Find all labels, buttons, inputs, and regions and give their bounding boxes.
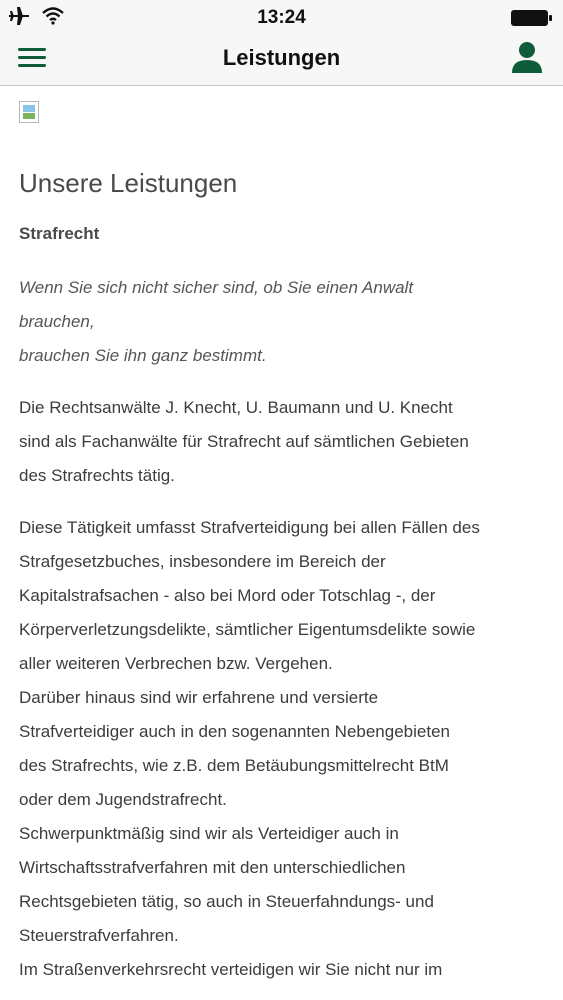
paragraph-1 <box>19 391 544 493</box>
paragraph-line: des Strafrechts, wie z.B. dem Betäubungsmittelrecht BtM <box>19 756 449 775</box>
user-icon <box>511 61 543 78</box>
battery-icon <box>511 9 553 32</box>
paragraph-line: Im Straßenverkehrsrecht verteidigen wir Sie nicht nur im <box>19 960 443 979</box>
paragraph-line: Steuerstrafverfahren. <box>19 926 179 945</box>
paragraph-line: Körperverletzungsdelikte, sämtlicher Eigentumsdelikte sowie <box>19 620 476 639</box>
paragraph-line: Diese Tätigkeit umfasst Strafverteidigung bei allen Fällen des <box>19 518 480 537</box>
status-bar <box>0 0 563 36</box>
quote-text <box>19 271 544 373</box>
paragraph-line: sind als Fachanwälte für Strafrecht auf sämtlichen Gebieten <box>19 432 469 451</box>
paragraph-line: aller weiteren Verbrechen bzw. Vergehen. <box>19 654 333 673</box>
page-content <box>19 101 544 987</box>
status-time: 13:24 <box>257 7 306 28</box>
paragraph-line: Strafgesetzbuches, insbesondere im Bereich der <box>19 552 386 571</box>
content-heading: Unsere Leistungen <box>19 168 238 198</box>
paragraph-line: Strafverteidiger auch in den sogenannten Nebengebieten <box>19 722 450 741</box>
user-button[interactable] <box>511 40 545 76</box>
paragraph-line: Darüber hinaus sind wir erfahrene und versierte <box>19 688 379 707</box>
paragraph-line: Wirtschaftsstrafverfahren mit den unterschiedlichen <box>19 858 406 877</box>
paragraph-2 <box>19 511 544 987</box>
broken-image-icon <box>19 101 39 123</box>
paragraph-line: Schwerpunktmäßig sind wir als Verteidiger auch in <box>19 824 399 843</box>
section-subheading: Strafrecht <box>19 224 100 243</box>
paragraph-line: Die Rechtsanwälte J. Knecht, U. Baumann und U. Knecht <box>19 398 453 417</box>
paragraph-line: Rechtsgebieten tätig, so auch in Steuerfahndungs- und <box>19 892 434 911</box>
quote-line: brauchen Sie ihn ganz bestimmt. <box>19 346 267 365</box>
quote-line: Wenn Sie sich nicht sicher sind, ob Sie einen Anwalt <box>19 278 414 297</box>
paragraph-line: oder dem Jugendstrafrecht. <box>19 790 227 809</box>
paragraph-line: Kapitalstrafsachen - also bei Mord oder Totschlag -, der <box>19 586 436 605</box>
quote-line: brauchen, <box>19 312 95 331</box>
paragraph-line: des Strafrechts tätig. <box>19 466 175 485</box>
page-title: Leistungen <box>222 45 341 70</box>
navigation-bar <box>0 36 563 86</box>
